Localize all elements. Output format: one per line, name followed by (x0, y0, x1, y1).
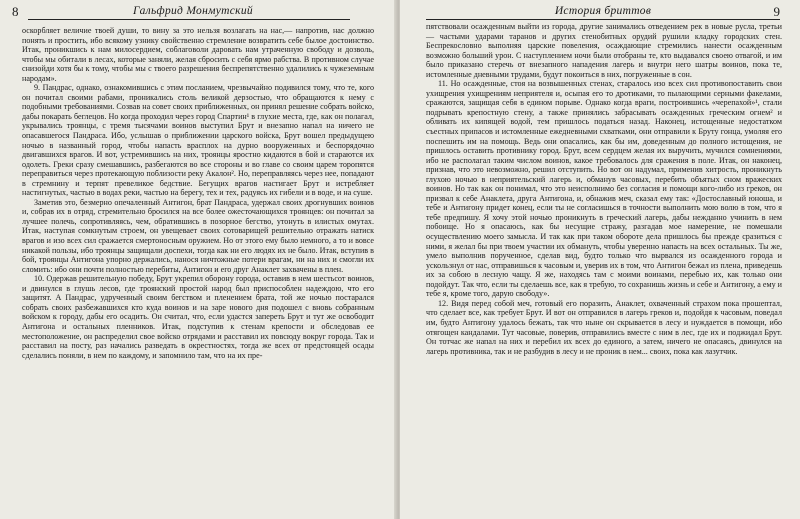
paragraph: 9. Пандрас, однако, ознакомившись с этим посланием, чрезвычайно подивился тому, что те, кого он почитал своими рабами, проникались столь великой дерзостью, что обращаются к нему с подобными требованиями. Созвав на совет своих приближенных, он принял решение собрать войско, дабы покарать беглецов. Но когда проходил через город Спартин¹ в глухие места, где, как он полагал, укрывались троянцы, с тремя тысячами воинов выступил Брут и внезапно напал на ничего не опасавшегося Пандраса. Ибо, услышав о приближении царского войска, Брут вошел предыдущею ночью в названный город, чтобы напасть врасплох на дурно вооруженных и беспорядочно двигавшихся врагов. И вот, устремившись на них, троянцы яростно кидаются в бой и стараются их одолеть. Греки сразу смешавшись, разбегаются во все стороны и во главе со своим царем торопятся переправиться через протекающую поблизости реку Акалон². Но, переправляясь через нее, попадают в стремнину и терпят превеликое бедствие. Бегущих врагов настигает Брут и истребляет настигнутых, частью в водах реки, частью на берегу, тех и тех, радуясь их гибели и в воде, и на суше. (22, 83, 374, 198)
page-number: 8 (12, 4, 19, 19)
paragraph: 11. Но осажденные, стоя на возвышенных стенах, старалось изо всех сил противопоставить свои ухищрения ухищрениям неприятеля и, осыпая его то дротиками, то пылающими серными факелами, сражаются, защищая себя в едином порыве. Однако когда враги, построившись «черепахой»¹, стали подрывать крепостную стену, а также принялись забрасывать осажденных греческим огнем² и обливать их кипящей водой, тем пришлось податься назад. Наконец, истощенные недостатком съестных припасов и истомленные ежедневными схватками, они отправили к Бруту гонца, умоляя его поспешить им на помощь. Ведь они опасались, как бы им, доведенным до полного истощения, не пришлось оставить противнику город. Брут, всем сердцем желая их выручить, мучился сомнениями, ибо не располагал таким числом воинов, какое требовалось для сражения в поле. Итак, он наконец, признав, что это невозможно, решил отступить. Но вот он надумал, применив хитрость, проникнуть глухою ночью в неприятельский лагерь и, обманув часовых, перебить объятых сном вражеских воинов. Но так как он понимал, что это неисполнимо без согласия и помощи кого-либо из греков, он призвал к себе Анаклета, друга Антигона, и, обнажив меч, сказал ему так: «Достославный юноша, и тебе и Антигону придет конец, если ты не согласишься в точности выполнить мою волю в том, что я тебе предпишу. Я хочу этой ночью проникнуть в греческий лагерь, дабы нежданно учинить в нем побоище. Но я опасаюсь, как бы несущие стражу, разгадав мое намерение, не помешали осуществлению моего замысла. И так как при таком обороте дела пришлось бы прежде сразиться с ними, я желал бы при твоем участии их обмануть, чтобы уверенно напасть на всех остальных. Ты же, умело выполнив порученное, сделав вид, будто только что вырвался из осажденного города и ускользнул от нас, отправишься к часовым и, уверив их в том, что Антигон бежал из плена, приведешь их за собою в лесную чащу. Я же, находясь там с моими воинами, перебью их, как только они подойдут. Так что, если ты сделаешь все, как я требую, то сохранишь жизнь и себе и Антигону, а ему и тебе я, кроме того, дарую свободу». (426, 79, 782, 299)
paragraph: Заметив это, безмерно опечаленный Антигон, брат Пандраса, удержал своих дрогнувших воинов и, собрав их в отряд, стремительно бросился на все более ожесточающихся троянцев: он почитал за лучшее полечь, сопротивляясь, чем, обратившись в позорное бегство, утонуть в илистых омутах. Итак, наступая сомкнутым строем, он увещевает своих сотоварищей решительно отражать натиск врагов и изо всех сил сражается смертоносным оружием. Но от этого ему было немного, а то и вовсе никакой пользы, ибо троянцы защищали доспехи, тогда как ни его людях их не было. Итак, вступив в бой, троянцы Антигона упорно держались, нанося ничтожные потери врагам, ни на них и смогли их сломить: ибо они почти полностью перебиты, Антигон и его друг Анаклет захвачены в плен. (22, 197, 374, 274)
running-head: История бриттов (554, 5, 652, 17)
right-page (400, 0, 800, 519)
running-head: Гальфрид Монмутский (133, 5, 253, 17)
header-rule (28, 19, 350, 20)
left-page (0, 0, 396, 519)
paragraph: оскорбляет величие твоей души, то вину за это нельзя возлагать на нас,— напротив, нас должно понять и простить, ибо всякому узнику свойственно стремление возвратить себе былое достоинство. Итак, проникшись к нам милосердием, соблаговоли даровать нам утраченную свободу и дозволь, чтобы мы обитали в лесах, которые заняли, желая сбросить с себя ярмо рабства. В противном случае снизойди хотя бы к тому, чтобы мы с твоего разрешения беспрепятственно удалились к чужеземным народам». (22, 26, 374, 83)
paragraph: 10. Одержав решительную победу, Брут укрепил оборону города, оставив в нем шестьсот воинов, и двинулся в глушь лесов, где троянский простой народ был приспособлен надеждою, что его защитят. А Пандрас, удрученный своим бегством и пленением брата, той же ночью постарался собрать своих разбежавшихся кто куда воинов и на заре нового дня подошел с вновь собранным войском к городу, дабы его осадить. Он считал, что, если удастся запереть Брут и тут же освободит Антигона и остальных пленников. Итак, подступив к стенам крепости и обследовав ее местоположение, он распределил свое войско отрядами и расставил их повсюду вокруг города. Так и расставил на посту, раз начались разведать в окрестностях, тогда же всех от предстоящей осады сделались поняли, в нем по каждому, и запомнило там, что на их пре- (22, 274, 374, 360)
left-page-body (22, 26, 374, 517)
header-rule (426, 19, 780, 20)
page-number: 9 (773, 4, 780, 19)
right-page-body (426, 22, 782, 517)
paragraph: пятствовали осажденным выйти из города, другие занимались отведением рек в новые русла, третьи — частыми ударами таранов и других стенобитных орудий рушили кладку городских стен. Беспрекословно выполняя царские повеления, осаждающие стремились нанести осажденным возможно больший урон. С наступлением ночи были отобраны те, кто выдавался своею отвагой, и им было приказано стеречь от внезапного нападения лагерь и внутри него шатры воинов, пока те, истомленные дневными трудами, будут покоиться в них, погруженные в сон. (426, 22, 782, 79)
paragraph: 12. Видя перед собой меч, готовый его поразить, Анаклет, охваченный страхом пока прошептал, что сделает все, как требует Брут. И вот он отправился в лагерь греков и, подойдя к часовым, поведал им, будто Антигону удалось бежать, так что ныне он скрывается в лесу и нуждается в помощи, ибо отягощен кандалами. Тут часовые, поверив, отправились вместе с ним в лес, где их и поджидал Брут. Он тотчас же напал на них и перебил их всех до единого, а затем, ничего не опасаясь, двинулся на лагерь противника, так и не разбудив в лесу и не проник в нем... своих, пока как лазутчик. (426, 298, 782, 356)
